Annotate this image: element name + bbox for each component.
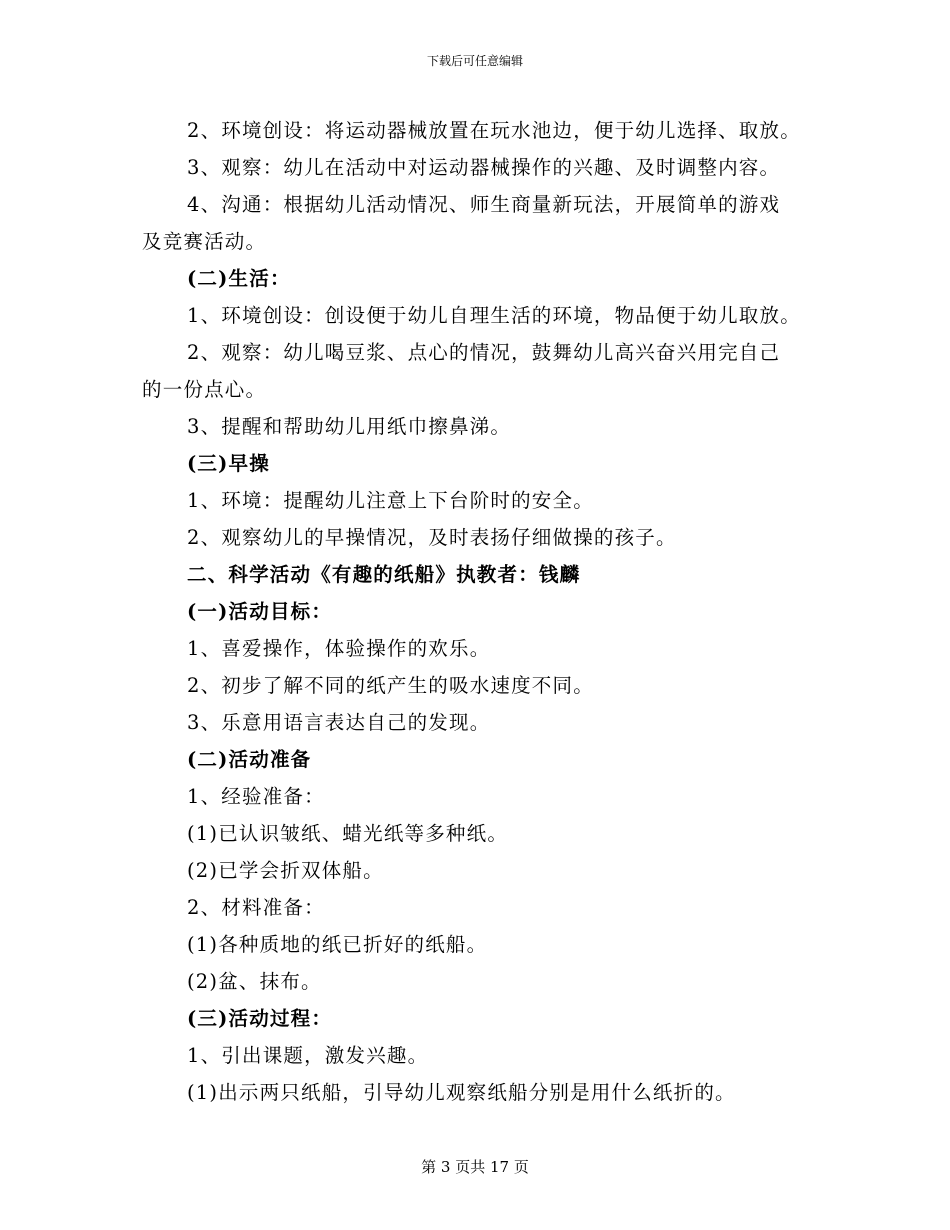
paragraph-line: 1、经验准备： xyxy=(187,785,325,808)
paragraph-line: 1、环境：提醒幼儿注意上下台阶时的安全。 xyxy=(187,489,594,512)
paragraph-line: 2、材料准备： xyxy=(187,896,325,919)
section-heading: (一)活动目标： xyxy=(187,600,333,623)
document-body xyxy=(142,112,822,1111)
paragraph-line: 1、环境创设：创设便于幼儿自理生活的环境，物品便于幼儿取放。 xyxy=(187,304,801,327)
section-heading: (三)早操 xyxy=(187,452,270,475)
paragraph-line: 1、引出课题，激发兴趣。 xyxy=(187,1044,429,1067)
paragraph-line: 的一份点心。 xyxy=(142,378,267,401)
paragraph-line: (2)已学会折双体船。 xyxy=(187,859,384,882)
page-header-note: 下载后可任意编辑 xyxy=(426,54,523,68)
paragraph-line: 4、沟通：根据幼儿活动情况、师生商量新玩法，开展简单的游戏 xyxy=(187,193,781,216)
paragraph-line: 1、喜爱操作，体验操作的欢乐。 xyxy=(187,637,491,660)
page-number: 第 3 页共 17 页 xyxy=(421,1158,529,1176)
paragraph-line: 3、观察：幼儿在活动中对运动器械操作的兴趣、及时调整内容。 xyxy=(187,156,781,179)
paragraph-line: 3、乐意用语言表达自己的发现。 xyxy=(187,711,491,734)
paragraph-line: (1)出示两只纸船，引导幼儿观察纸船分别是用什么纸折的。 xyxy=(187,1081,736,1104)
paragraph-line: 2、观察幼儿的早操情况，及时表扬仔细做操的孩子。 xyxy=(187,526,677,549)
paragraph-line: 2、初步了解不同的纸产生的吸水速度不同。 xyxy=(187,674,594,697)
paragraph-line: 2、观察：幼儿喝豆浆、点心的情况，鼓舞幼儿高兴奋兴用完自己 xyxy=(187,341,781,364)
section-heading: (二)活动准备 xyxy=(187,748,312,771)
paragraph-line: 3、提醒和帮助幼儿用纸巾擦鼻涕。 xyxy=(187,415,512,438)
section-heading: (二)生活： xyxy=(187,267,291,290)
paragraph-line: 及竞赛活动。 xyxy=(142,230,267,253)
paragraph-line: 2、环境创设：将运动器械放置在玩水池边，便于幼儿选择、取放。 xyxy=(187,119,801,142)
section-heading: 二、科学活动《有趣的纸船》执教者：钱麟 xyxy=(187,563,581,586)
paragraph-line: (1)各种质地的纸已折好的纸船。 xyxy=(187,933,488,956)
paragraph-line: (1)已认识皱纸、蜡光纸等多种纸。 xyxy=(187,822,509,845)
paragraph-line: (2)盆、抹布。 xyxy=(187,970,322,993)
section-heading: (三)活动过程： xyxy=(187,1007,333,1030)
